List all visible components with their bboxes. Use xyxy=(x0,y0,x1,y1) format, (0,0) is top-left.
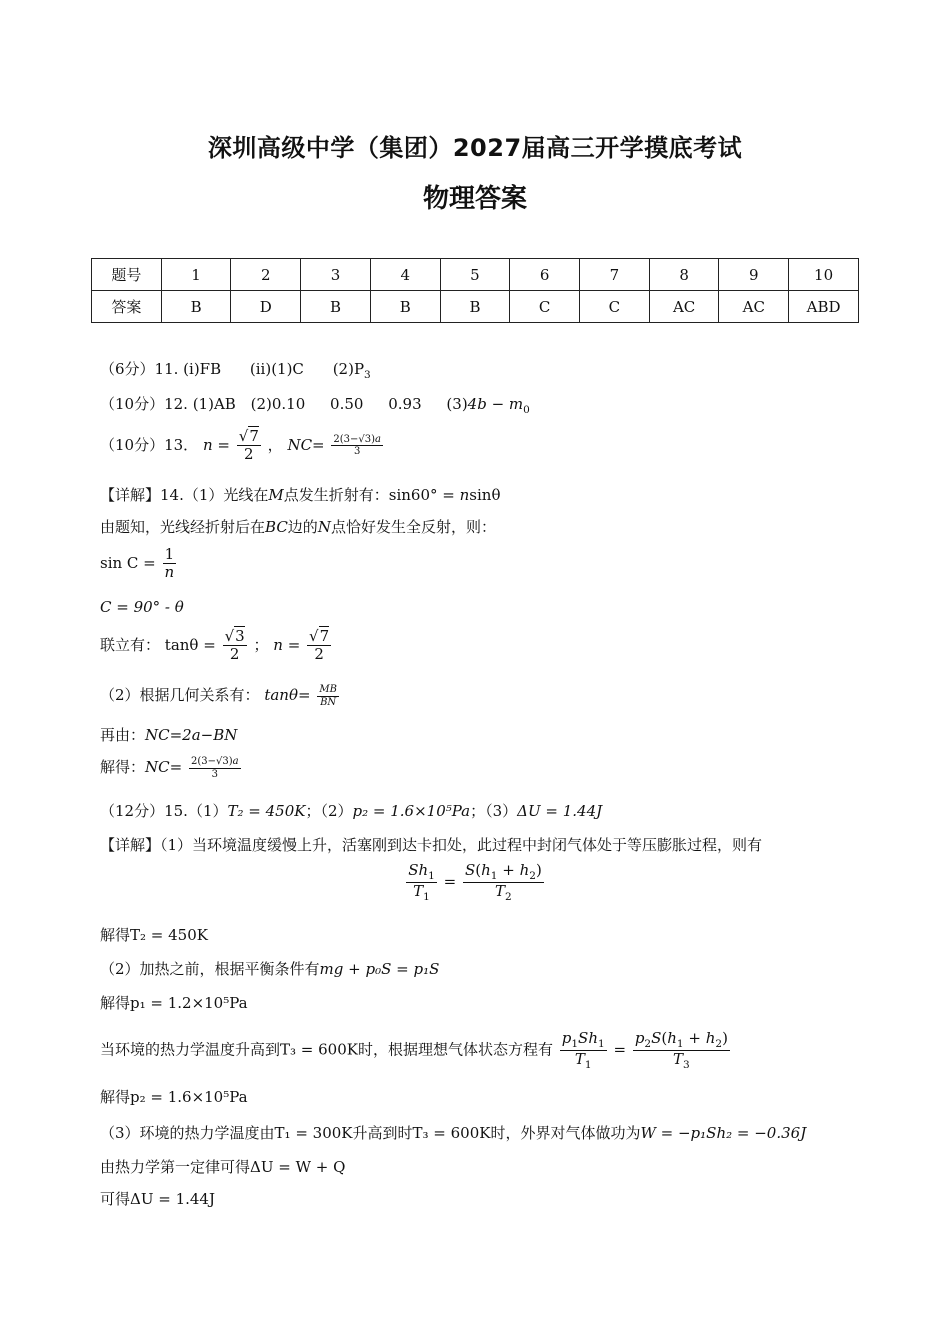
fraction-sqrt7-over-2-b: $\frac{√7}{2}$ xyxy=(309,627,330,664)
q13-n-label: n = xyxy=(202,435,230,454)
q15-part-3: 当环境的热力学温度升高到T₃ = 600K时，根据理想气体状态方程有 $\frac{p_1Sh_1}{T_1}$ = $\frac{p_2S(h_1 + h_2)}{T_3}$ xyxy=(100,1029,728,1072)
table-cell: B xyxy=(440,291,510,323)
q15-equation-isobaric: $\frac{Sh_1}{T_1}$ = $\frac{S(h_1 + h_2)}{T_2}$ xyxy=(408,861,542,904)
q12-value-3: 0.93 xyxy=(388,395,422,413)
q14-line-1: 【详解】14.（1）光线在M点发生折射有：sin60° = nsinθ xyxy=(100,486,501,504)
fraction-sh1-over-t1: $\frac{Sh_1}{T_1}$ xyxy=(408,861,435,904)
fraction-sqrt7-over-2: $\frac{√7}{2}$ xyxy=(238,427,259,464)
q15-part-6: 可得ΔU = 1.44J xyxy=(100,1190,215,1208)
table-row-answers xyxy=(92,291,859,323)
table-cell: D xyxy=(231,291,301,323)
fraction-1-over-n: $\frac{1}{n}$ xyxy=(164,545,175,582)
q14-line-5: 联立有： tanθ = $\frac{√3}{2}$ ； n = $\frac{√7}{2}$ xyxy=(100,627,330,664)
q14-line-8: 解得：NC= $\frac{2(3-√3)a}{3}$ xyxy=(100,756,239,780)
table-cell: AC xyxy=(649,291,719,323)
table-cell: 2 xyxy=(231,259,301,291)
table-cell: 3 xyxy=(301,259,371,291)
table-cell: 8 xyxy=(649,259,719,291)
q15-solution-3: 解得p₂ = 1.6×10⁵Pa xyxy=(100,1088,248,1106)
q15-detail: 【详解】（1）当环境温度缓慢上升，活塞刚到达卡扣处，此过程中封闭气体处于等压膨胀过程，则有 xyxy=(100,836,763,854)
answer-line-q13 xyxy=(100,428,385,464)
fraction-p2s-over-t3: $\frac{p_2S(h_1 + h_2)}{T_3}$ xyxy=(634,1029,728,1072)
q12-part1: （10分）12. (1)AB xyxy=(100,395,236,413)
table-cell: B xyxy=(161,291,231,323)
table-row-numbers xyxy=(92,259,859,291)
table-cell: ABD xyxy=(789,291,859,323)
q12-value-2: 0.50 xyxy=(330,395,364,413)
q14-line-6: （2）根据几何关系有： tanθ= $\frac{MB}{BN}$ xyxy=(100,684,337,708)
q14-line-3: sin C = $\frac{1}{n}$ xyxy=(100,545,175,582)
table-cell: 6 xyxy=(510,259,580,291)
answer-table xyxy=(91,258,859,323)
table-cell: AC xyxy=(719,291,789,323)
q15-solution-2: 解得p₁ = 1.2×10⁵Pa xyxy=(100,994,248,1012)
fraction-nc-result-b: $\frac{2(3-√3)a}{3}$ xyxy=(190,756,239,780)
answer-line-q15: （12分）15.（1）T₂ = 450K；（2）p₂ = 1.6×10⁵Pa；（3）ΔU = 1.44J xyxy=(100,802,603,820)
row-label-answer: 答案 xyxy=(92,291,162,323)
q15-solution-1: 解得T₂ = 450K xyxy=(100,926,208,944)
q15-part-5: 由热力学第一定律可得ΔU = W + Q xyxy=(100,1158,346,1176)
table-cell: 10 xyxy=(789,259,859,291)
q12-value-1: (2)0.10 xyxy=(250,395,306,413)
document-title: 深圳高级中学（集团）2027届高三开学摸底考试 xyxy=(207,134,743,162)
table-cell: 4 xyxy=(370,259,440,291)
table-cell: 1 xyxy=(161,259,231,291)
table-cell: C xyxy=(510,291,580,323)
fraction-nc-result: $\frac{2(3-√3)a}{3}$ xyxy=(333,433,381,458)
table-cell: 9 xyxy=(719,259,789,291)
answer-line-q11 xyxy=(100,358,371,381)
document-subtitle: 物理答案 xyxy=(422,184,527,214)
q15-part-4: （3）环境的热力学温度由T₁ = 300K升高到时T₃ = 600K时，外界对气体做功为W = −p₁Sh₂ = −0.36J xyxy=(100,1124,807,1142)
row-label-number: 题号 xyxy=(92,259,162,291)
q13-prefix: （10分）13． xyxy=(100,435,199,454)
q11-part2: (ii)(1)C xyxy=(249,360,304,378)
q12-value-4: $(3)4b - m_0$ xyxy=(446,395,530,416)
table-cell: B xyxy=(370,291,440,323)
fraction-sqrt3-over-2: $\frac{√3}{2}$ xyxy=(224,627,245,664)
q13-nc-label: NC= xyxy=(287,435,325,454)
q14-line-2: 由题知，光线经折射后在BC边的N点恰好发生全反射，则： xyxy=(100,518,496,536)
table-cell: C xyxy=(580,291,650,323)
q11-part1: （6分）11. (i)FB xyxy=(100,360,222,378)
table-cell: 5 xyxy=(440,259,510,291)
fraction-p1sh1-over-t1: $\frac{p_1Sh_1}{T_1}$ xyxy=(561,1029,605,1072)
q14-line-7: 再由：NC=2a−BN xyxy=(100,726,238,744)
fraction-sh1h2-over-t2: $\frac{S(h_1 + h_2)}{T_2}$ xyxy=(464,861,542,904)
q11-part3: $(2)P_3$ xyxy=(332,360,371,381)
q14-line-4: C = 90° - θ xyxy=(100,598,184,616)
fraction-mb-over-bn: $\frac{MB}{BN}$ xyxy=(319,684,337,708)
table-cell: 7 xyxy=(580,259,650,291)
answer-line-q12 xyxy=(100,393,530,416)
q15-part-2: （2）加热之前，根据平衡条件有mg + p₀S = p₁S xyxy=(100,960,440,978)
table-cell: B xyxy=(301,291,371,323)
q13-separator: ， xyxy=(267,435,283,454)
